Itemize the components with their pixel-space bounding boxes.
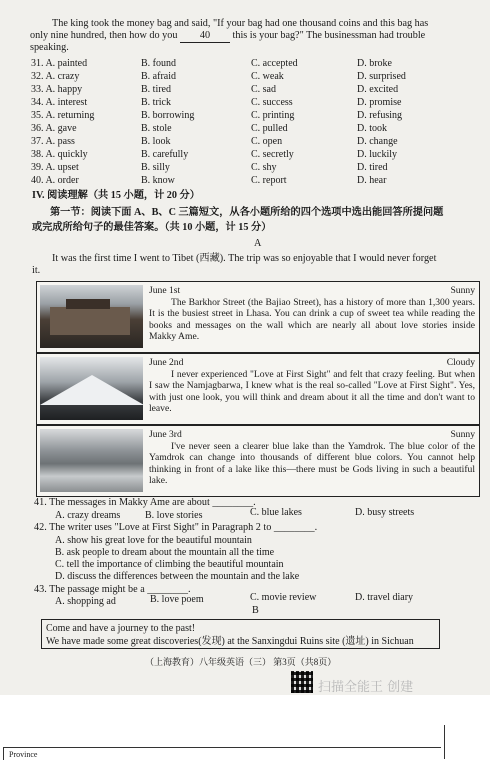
diary-date: June 3rd bbox=[149, 429, 182, 440]
diary-entry bbox=[36, 281, 480, 353]
diary-entry bbox=[36, 425, 480, 497]
section-4-title: IV. 阅读理解（共 15 小题，计 20 分） bbox=[32, 190, 200, 201]
diary-date: June 1st bbox=[149, 285, 181, 296]
diary-weather: Sunny bbox=[450, 285, 475, 296]
q43-option-c: C. movie review bbox=[250, 592, 317, 603]
passage-b-line-1: Come and have a journey to the past! bbox=[46, 623, 196, 634]
q41-option-d: D. busy streets bbox=[355, 507, 415, 518]
intro-line-2-start: only nine hundred, then how do you bbox=[30, 30, 178, 41]
intro-line-2-end: this is your bag?" The businessman had trouble bbox=[232, 30, 426, 41]
diary-text bbox=[149, 285, 475, 343]
scanner-watermark: 扫描全能王 创建 bbox=[318, 680, 414, 695]
passage-a-intro-cont: it. bbox=[32, 265, 41, 276]
question-41: 41. The messages in Makky Ame are about ________. bbox=[34, 497, 256, 508]
part-1-instruction-cont: 或完成所给句子的最佳答案。（共 10 小题，计 15 分） bbox=[32, 222, 272, 233]
blank-40: 40 bbox=[180, 30, 230, 43]
barkhor-street-photo bbox=[40, 285, 143, 348]
exam-page: The king took the money bag and said, "If your bag had one thousand coins and this bag has only nine hundred, then how do you 40 this is your bag?" The businessman had trouble speaking. 31. A. painted B. found C. accepted D. broke 32. A. crazy B. afraid C. weak D. surprised 33. A. happy B. tired C. sad D. excited 34. A. interest B. trick C. success D. promise 35. A. returning B. borrowing C. printing D. refusing 36. A. gave B. stole C. pulled D. took 37. A. pass B. look C. open D. change 38. A. quickly B. carefully C. secretly D. luckily 39. A. upset B. silly C. shy D. tired 40. A. order B. know C. report D. hear IV. 阅读理解（共 15 小题，计 20 分） 第一节：阅读下面 A、B、C 三篇短文，从各小题所给的四个选项中选出能回答所提问题 或完成所给句子的最佳答案。（共 10 小题，计 15 分） A It was the first time I went to Tibet (西藏). The trip was so enjoyable that I would never forget it. June 1st Sunny The Barkhor Street (the Bajiao Street), has a history of more than 1,300 years. It is the busiest street in Lhasa. You can drink a cup of sweet tea while reading the books and messages on the wall which are nearly all about love stories inside Makky Ame. June 2nd Cloudy I never experienced "Love at First Sight" and felt that crazy feeling. But when I saw the Namjagbarwa, I knew what is the real so-called "Love at First Sight". Yes, with just one look, you will think and dream about it all the time and don't want to leave. June 3rd Sunny I've never seen a clearer blue lake than the Yamdrok. The blue color of the Yamdrok can change into thousands of different blue colors. You cannot help thinking in front of a lake like this—there must be Gods living in such a beautiful lake. 41. The messages in Makky Ame are about ________. A. crazy dreams B. love stories C. blue lakes D. busy streets 42. The writer uses "Love at First Sight" in Paragraph 2 to ________. A. show his great love for the beautiful mountain B. ask people to dream about the mountain all the time C. tell the importance of climbing the beautiful mountain D. discuss the differences between the mountain and the lake 43. The passage might be a ________. A. shopping ad B. love poem C. movie review D. travel diary B Come and have a journey to the past! We have made some great discoveries(发现) at the Sanxingdui Ruins site (遗址) in Sichuan （上海教育）八年级英语（三） 第3页（共8页） 扫描全能王 创建 bbox=[0, 0, 490, 695]
diary-paragraph: I've never seen a clearer blue lake than the Yamdrok. The blue color of the Yamdrok can change into thousands of different blue colors. You cannot help thinking in front of a lake like this—there must be Gods living in such a beautiful lake. bbox=[149, 440, 475, 487]
passage-a-label: A bbox=[254, 238, 262, 249]
q42-option-c: C. tell the importance of climbing the beautiful mountain bbox=[55, 559, 284, 570]
passage-b-label: B bbox=[252, 605, 259, 616]
intro-line-3: speaking. bbox=[30, 42, 69, 53]
passage-b-box bbox=[41, 619, 440, 649]
question-42: 42. The writer uses "Love at First Sight" in Paragraph 2 to ________. bbox=[34, 522, 318, 533]
passage-b-line-2: We have made some great discoveries(发现) at the Sanxingdui Ruins site (遗址) in Sichuan bbox=[46, 636, 414, 647]
form-box bbox=[3, 747, 441, 760]
yamdrok-lake-photo bbox=[40, 429, 143, 492]
q41-option-c: C. blue lakes bbox=[250, 507, 302, 518]
diary-date: June 2nd bbox=[149, 357, 184, 368]
intro-line-2 bbox=[30, 30, 425, 43]
diary-text bbox=[149, 357, 475, 415]
q41-option-a: A. crazy dreams bbox=[55, 510, 121, 521]
q43-option-a: A. shopping ad bbox=[55, 596, 116, 607]
diary-text bbox=[149, 429, 475, 487]
province-label: Province bbox=[9, 750, 38, 759]
passage-a-intro: It was the first time I went to Tibet (西藏). The trip was so enjoyable that I would never forget bbox=[52, 253, 437, 264]
diary-paragraph: The Barkhor Street (the Bajiao Street), has a history of more than 1,300 years. It is the busiest street in Lhasa. You can drink a cup of sweet tea while reading the books and messages on the wall which are nearly all about love stories inside Makky Ame. bbox=[149, 296, 475, 343]
intro-line-1: The king took the money bag and said, "If your bag had one thousand coins and this bag has bbox=[52, 18, 429, 29]
diary-weather: Cloudy bbox=[446, 357, 475, 368]
diary-paragraph: I never experienced "Love at First Sight" and felt that crazy feeling. But when I saw the Namjagbarwa, I knew what is the real so-called "Love at First Sight". Yes, with just one look, you will think and dream about it all the time and don't want to leave. bbox=[149, 368, 475, 415]
q42-option-d: D. discuss the differences between the mountain and the lake bbox=[55, 571, 300, 582]
diary-entry bbox=[36, 353, 480, 425]
namjagbarwa-mountain-photo bbox=[40, 357, 143, 420]
qr-code bbox=[291, 671, 313, 693]
page-footer: （上海教育）八年级英语（三） 第3页（共8页） bbox=[145, 657, 337, 667]
part-1-instruction: 第一节：阅读下面 A、B、C 三篇短文，从各小题所给的四个选项中选出能回答所提问题 bbox=[50, 207, 444, 218]
q43-option-d: D. travel diary bbox=[355, 592, 414, 603]
q42-option-b: B. ask people to dream about the mountain all the time bbox=[55, 547, 275, 558]
q41-option-b: B. love stories bbox=[145, 510, 203, 521]
next-page-area bbox=[0, 695, 490, 759]
q42-option-a: A. show his great love for the beautiful mountain bbox=[55, 535, 252, 546]
diary-weather: Sunny bbox=[450, 429, 475, 440]
q43-option-b: B. love poem bbox=[150, 594, 204, 605]
question-43: 43. The passage might be a ________. bbox=[34, 584, 191, 595]
